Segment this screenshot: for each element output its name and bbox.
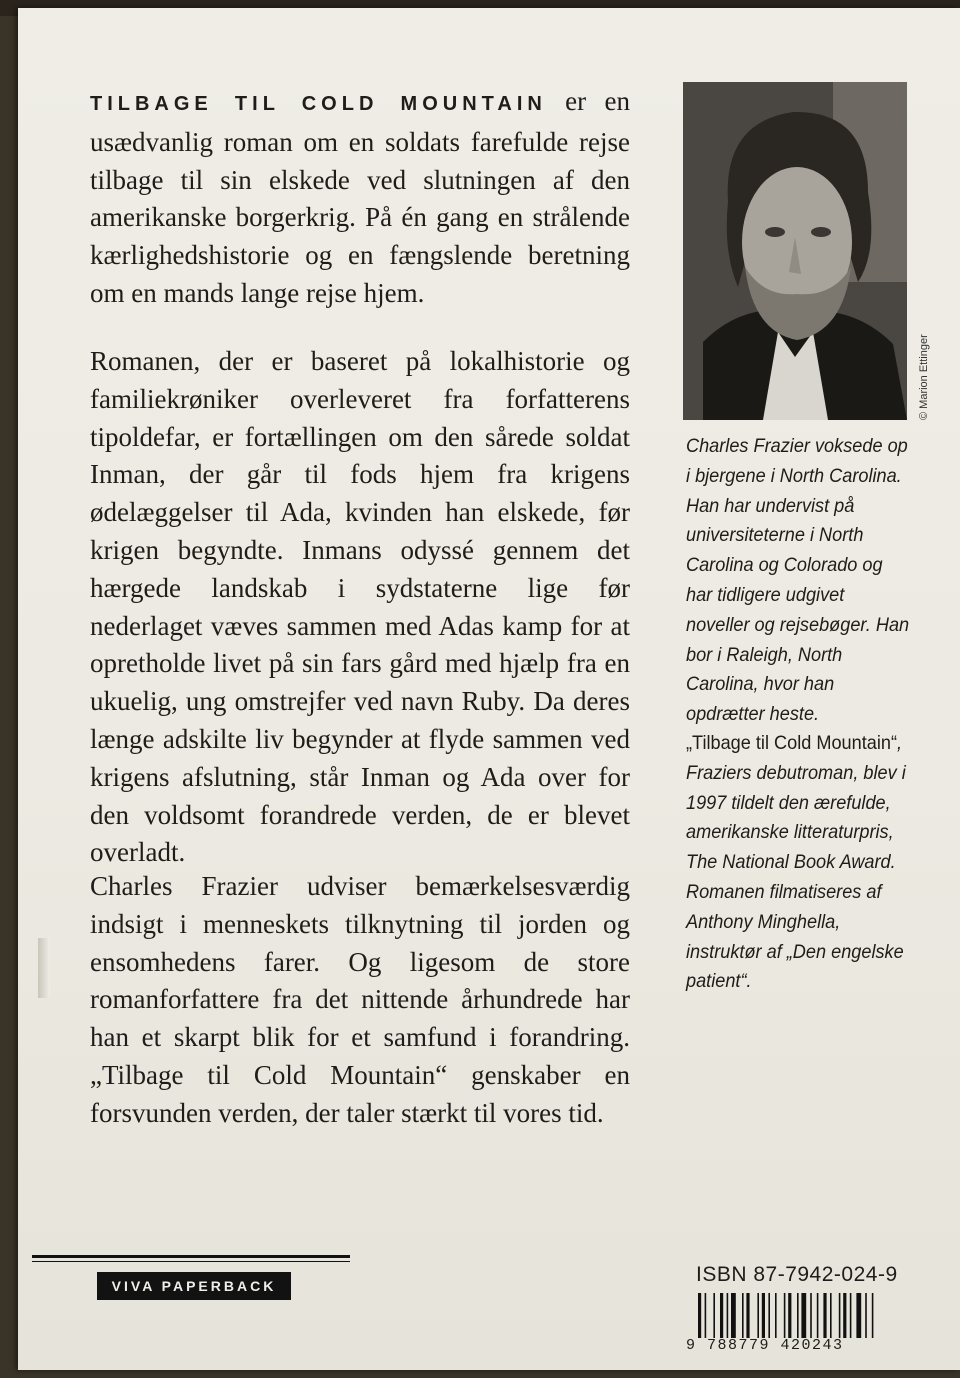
isbn-label: ISBN 87-7942-024-9 [696, 1263, 898, 1286]
barcode-bar [713, 1293, 715, 1338]
blurb-paragraph-3: Charles Frazier udviser bemærkelsesværdig indsigt i menneskets tilknytning til jorden og ensomhedens farer. Og ligesom de store romanforfattere fra det nittende århundrede har han et skarpt blik for et samfund i forandring. „Tilbage til Cold Mountain“ genskaber en forsvunden verden, der taler stærkt til vores tid. [90, 871, 630, 1128]
divider-rule-thin [32, 1261, 350, 1262]
author-photo [683, 82, 907, 420]
barcode [698, 1293, 920, 1338]
barcode-bar [817, 1293, 819, 1338]
barcode-bar [797, 1293, 799, 1338]
photo-credit: © Marion Ettinger [918, 334, 930, 420]
divider-rule [32, 1255, 350, 1258]
award-note [686, 729, 909, 997]
barcode-bar [746, 1293, 749, 1338]
barcode-bar [784, 1293, 786, 1338]
award-text: , Fraziers debutroman, blev i 1997 tildelt den ærefulde, amerikanske litteraturpris, The National Book Award. Romanen filmatiseres af Anthony Minghella, instruktør af „Den engelske patient“. [686, 732, 906, 993]
barcode-bar [788, 1293, 791, 1338]
barcode-bars [698, 1293, 920, 1338]
barcode-bar [872, 1293, 874, 1338]
barcode-bar [850, 1293, 852, 1338]
barcode-bar [731, 1293, 736, 1338]
barcode-bar [742, 1293, 744, 1338]
barcode-bar [757, 1293, 759, 1338]
cover-crease [38, 938, 50, 998]
publisher-imprint: VIVA PAPERBACK [97, 1272, 291, 1300]
barcode-bar [830, 1293, 832, 1338]
award-quote-title: „Tilbage til Cold Mountain“ [686, 732, 898, 754]
author-bio: Charles Frazier voksede op i bjergene i North Carolina. Han har undervist på universiteterne i North Carolina og Colorado og har tidligere udgivet noveller og rejsebøger. Han bor i Raleigh, North Carolina, hvor han opdrætter heste. [686, 435, 910, 726]
barcode-bar [775, 1293, 777, 1338]
barcode-bar [720, 1293, 723, 1338]
blurb-paragraph-1 [90, 83, 630, 313]
barcode-bar [823, 1293, 826, 1338]
author-portrait [683, 82, 907, 420]
barcode-bar [843, 1293, 846, 1338]
barcode-bar [705, 1293, 707, 1338]
barcode-bar [856, 1293, 861, 1338]
barcode-bar [839, 1293, 841, 1338]
barcode-digits: 9 788779 420243 [686, 1337, 844, 1354]
barcode-bar [801, 1293, 806, 1338]
blurb-paragraph-2: Romanen, der er baseret på lokalhistorie og familiekrøniker overleveret fra forfatterens tipoldefar, er fortællingen om den sårede soldat Inman, der går til fods hjem fra krigens ødelæggelser til Ada, kvinden han elskede, før krigen begyndte. Inmans odyssé gennem det hærgede landskab i sydstaterne lige før nederlaget væves sammen med Adas kamp for at opretholde livet på sin fars gård med hjælp fra en ukuelig, ung omstrejfer ved navn Ruby. Da deres længe adskilte liv begynder at flyde sammen ved krigens afslutning, står Inman og Ada over for den voldsomt forandrede verden, de er blevet overladt. [90, 346, 630, 868]
barcode-bar [727, 1293, 729, 1338]
blurb-paragraph-1-text: er en usædvanlig roman om en soldats farefulde rejse tilbage til sin elskede ved slutningen af den amerikanske borgerkrig. På én gang en strålende kærlighedshistorie og en fængslende beretning om en mands lange rejse hjem. [90, 86, 630, 308]
barcode-bar [810, 1293, 812, 1338]
book-title-caps: TILBAGE TIL COLD MOUNTAIN [90, 93, 547, 115]
barcode-bar [698, 1293, 701, 1338]
barcode-bar [768, 1293, 770, 1338]
barcode-bar [762, 1293, 765, 1338]
barcode-bar [865, 1293, 867, 1338]
